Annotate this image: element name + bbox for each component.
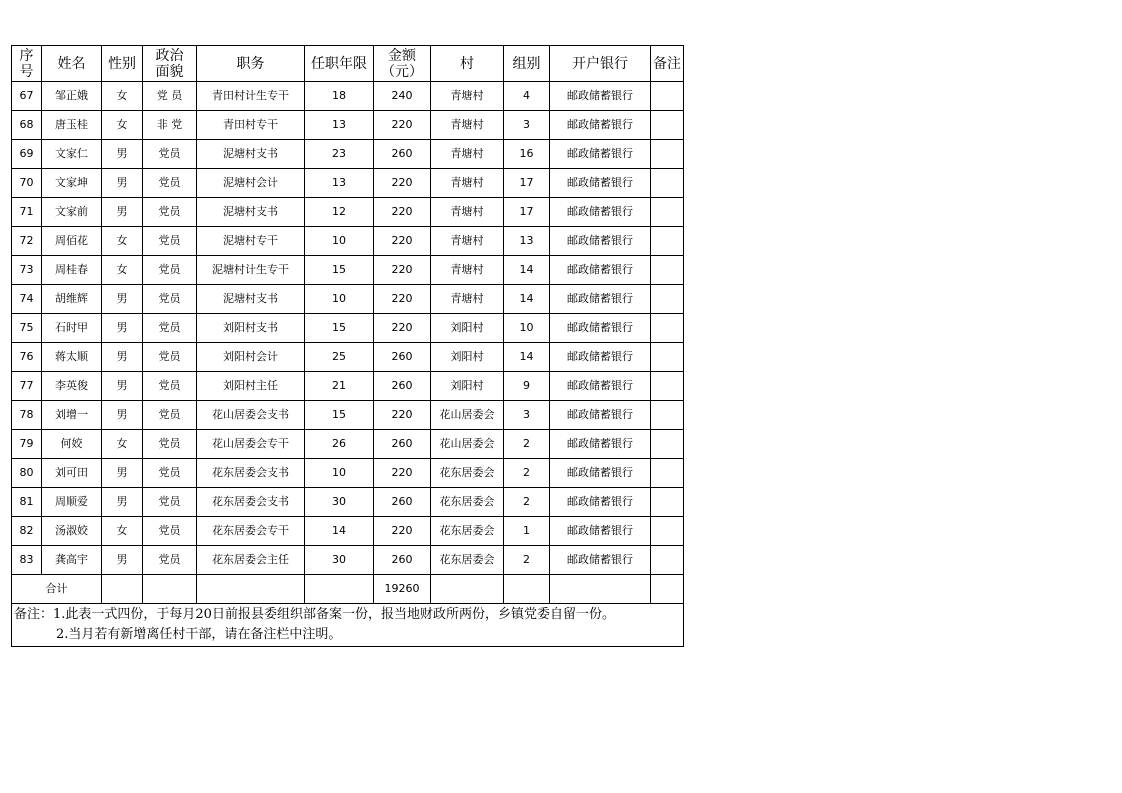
cell-position[interactable]: 花山居委会专干: [197, 430, 305, 459]
cell-group[interactable]: 14: [504, 343, 550, 372]
cell-political[interactable]: 党员: [143, 372, 197, 401]
header-gender-label: 性别: [108, 55, 136, 72]
cell-remark[interactable]: [651, 401, 684, 430]
cell-village[interactable]: 花东居委会: [431, 488, 504, 517]
cell-bank[interactable]: 邮政储蓄银行: [550, 198, 651, 227]
cell-village[interactable]: 花东居委会: [431, 517, 504, 546]
cell-village[interactable]: 花山居委会: [431, 430, 504, 459]
cell-remark[interactable]: [651, 111, 684, 140]
cell-remark[interactable]: [651, 82, 684, 111]
table-row: [12, 343, 684, 372]
cell-gender[interactable]: [102, 575, 143, 604]
total-amount-cell[interactable]: 19260: [374, 575, 431, 604]
cell-years[interactable]: 12: [305, 198, 374, 227]
cell-village[interactable]: 青塘村: [431, 111, 504, 140]
table-row: [12, 401, 684, 430]
cell-amount[interactable]: 260: [374, 343, 431, 372]
cell-name[interactable]: 石时甲: [42, 314, 102, 343]
cell-years[interactable]: 30: [305, 546, 374, 575]
cell-gender[interactable]: 女: [102, 517, 143, 546]
cell-group[interactable]: 13: [504, 227, 550, 256]
table-row: [12, 285, 684, 314]
cell-remark[interactable]: [651, 169, 684, 198]
cell-position[interactable]: 刘阳村会计: [197, 343, 305, 372]
cell-amount[interactable]: 240: [374, 82, 431, 111]
cell-bank[interactable]: 邮政储蓄银行: [550, 459, 651, 488]
cell-name[interactable]: 刘增一: [42, 401, 102, 430]
cell-village[interactable]: 青塘村: [431, 140, 504, 169]
cell-remark[interactable]: [651, 314, 684, 343]
cell-group[interactable]: 9: [504, 372, 550, 401]
cell-group[interactable]: 10: [504, 314, 550, 343]
cell-remark[interactable]: [651, 285, 684, 314]
cell-political[interactable]: 党员: [143, 401, 197, 430]
table-row: [12, 546, 684, 575]
header-remark-label: 备注: [653, 55, 681, 72]
cell-bank[interactable]: 邮政储蓄银行: [550, 372, 651, 401]
cell-political[interactable]: 党员: [143, 488, 197, 517]
cell-no[interactable]: 67: [12, 82, 42, 111]
cell-bank[interactable]: 邮政储蓄银行: [550, 517, 651, 546]
cell-name[interactable]: 蒋太顺: [42, 343, 102, 372]
cell-bank[interactable]: [550, 575, 651, 604]
cell-village[interactable]: 青塘村: [431, 169, 504, 198]
cell-remark[interactable]: [651, 488, 684, 517]
cell-political[interactable]: 非 党: [143, 111, 197, 140]
cell-years[interactable]: 15: [305, 401, 374, 430]
cell-political[interactable]: 党员: [143, 285, 197, 314]
cell-position[interactable]: 泥塘村支书: [197, 140, 305, 169]
cell-gender[interactable]: 男: [102, 488, 143, 517]
header-village[interactable]: [431, 46, 504, 82]
cell-group[interactable]: 2: [504, 488, 550, 517]
table-row: [12, 111, 684, 140]
cell-village[interactable]: 青塘村: [431, 198, 504, 227]
cell-bank[interactable]: 邮政储蓄银行: [550, 314, 651, 343]
cell-remark[interactable]: [651, 372, 684, 401]
cell-position[interactable]: [197, 575, 305, 604]
cell-no[interactable]: 75: [12, 314, 42, 343]
cell-political[interactable]: 党员: [143, 169, 197, 198]
cell-amount[interactable]: 220: [374, 227, 431, 256]
table-row: [12, 82, 684, 111]
cell-political[interactable]: [143, 575, 197, 604]
cell-political[interactable]: 党员: [143, 314, 197, 343]
cell-amount[interactable]: 260: [374, 140, 431, 169]
cell-remark[interactable]: [651, 517, 684, 546]
notes-row: [12, 604, 684, 647]
cell-group[interactable]: 17: [504, 198, 550, 227]
cell-name[interactable]: 周桂春: [42, 256, 102, 285]
table-row: [12, 459, 684, 488]
cell-name[interactable]: 文家前: [42, 198, 102, 227]
notes-cell[interactable]: [12, 604, 684, 647]
cell-bank[interactable]: 邮政储蓄银行: [550, 343, 651, 372]
cell-group[interactable]: 14: [504, 256, 550, 285]
cell-no[interactable]: 79: [12, 430, 42, 459]
table-row: [12, 430, 684, 459]
cell-gender[interactable]: 男: [102, 314, 143, 343]
cell-political[interactable]: 党员: [143, 517, 197, 546]
cell-amount[interactable]: 220: [374, 459, 431, 488]
cell-bank[interactable]: 邮政储蓄银行: [550, 546, 651, 575]
cell-position[interactable]: 花东居委会支书: [197, 488, 305, 517]
header-amount[interactable]: [374, 46, 431, 82]
header-bank-label: 开户银行: [572, 55, 628, 72]
total-label-cell[interactable]: 合计: [12, 575, 102, 604]
cell-bank[interactable]: 邮政储蓄银行: [550, 430, 651, 459]
cell-position[interactable]: 刘阳村主任: [197, 372, 305, 401]
cell-political[interactable]: 党员: [143, 343, 197, 372]
cell-years[interactable]: 13: [305, 111, 374, 140]
cell-amount[interactable]: 260: [374, 430, 431, 459]
cell-no[interactable]: 70: [12, 169, 42, 198]
total-row: [12, 575, 684, 604]
cell-no[interactable]: 80: [12, 459, 42, 488]
cell-village[interactable]: 花山居委会: [431, 401, 504, 430]
cell-village[interactable]: [431, 575, 504, 604]
cell-amount[interactable]: 220: [374, 111, 431, 140]
cell-years[interactable]: 23: [305, 140, 374, 169]
cell-position[interactable]: 泥塘村支书: [197, 198, 305, 227]
cell-position[interactable]: 花东居委会主任: [197, 546, 305, 575]
cell-no[interactable]: 72: [12, 227, 42, 256]
table-row: [12, 227, 684, 256]
cell-gender[interactable]: 男: [102, 459, 143, 488]
cell-bank[interactable]: 邮政储蓄银行: [550, 285, 651, 314]
cell-group[interactable]: 3: [504, 401, 550, 430]
cell-name[interactable]: 周佰花: [42, 227, 102, 256]
cell-years[interactable]: 10: [305, 227, 374, 256]
cell-no[interactable]: 78: [12, 401, 42, 430]
cell-village[interactable]: 青塘村: [431, 285, 504, 314]
cell-remark[interactable]: [651, 198, 684, 227]
cell-bank[interactable]: 邮政储蓄银行: [550, 82, 651, 111]
cell-political[interactable]: 党 员: [143, 82, 197, 111]
cell-group[interactable]: 3: [504, 111, 550, 140]
cell-no[interactable]: 82: [12, 517, 42, 546]
cell-years[interactable]: 30: [305, 488, 374, 517]
cell-no[interactable]: 71: [12, 198, 42, 227]
header-amount-label: 金额 （元）: [381, 47, 423, 80]
cell-name[interactable]: 邹正娥: [42, 82, 102, 111]
cell-no[interactable]: 83: [12, 546, 42, 575]
cell-position[interactable]: 花山居委会支书: [197, 401, 305, 430]
header-name[interactable]: [42, 46, 102, 82]
cadre-subsidy-table: [11, 45, 684, 647]
cell-amount[interactable]: 260: [374, 372, 431, 401]
cell-position[interactable]: 花东居委会支书: [197, 459, 305, 488]
cell-name[interactable]: 何姣: [42, 430, 102, 459]
header-political[interactable]: [143, 46, 197, 82]
cell-position[interactable]: 青田村专干: [197, 111, 305, 140]
cell-name[interactable]: 文家坤: [42, 169, 102, 198]
cell-remark[interactable]: [651, 575, 684, 604]
cell-years[interactable]: 25: [305, 343, 374, 372]
header-group-label: 组别: [512, 55, 541, 72]
cell-group[interactable]: 14: [504, 285, 550, 314]
cell-gender[interactable]: 女: [102, 227, 143, 256]
cell-remark[interactable]: [651, 256, 684, 285]
cell-village[interactable]: 刘阳村: [431, 372, 504, 401]
table-row: [12, 314, 684, 343]
spreadsheet-page: [11, 45, 684, 647]
cell-village[interactable]: 刘阳村: [431, 314, 504, 343]
cell-name[interactable]: 李英俊: [42, 372, 102, 401]
cell-gender[interactable]: 女: [102, 82, 143, 111]
cell-remark[interactable]: [651, 140, 684, 169]
cell-amount[interactable]: 220: [374, 256, 431, 285]
cell-group[interactable]: 4: [504, 82, 550, 111]
cell-position[interactable]: 泥塘村会计: [197, 169, 305, 198]
note-line-2: 2.当月若有新增离任村干部，请在备注栏中注明。: [56, 627, 342, 642]
cell-years[interactable]: 15: [305, 314, 374, 343]
cell-name[interactable]: 龚高宇: [42, 546, 102, 575]
cell-years[interactable]: [305, 575, 374, 604]
cell-position[interactable]: 泥塘村专干: [197, 227, 305, 256]
table-row: [12, 169, 684, 198]
cell-years[interactable]: 13: [305, 169, 374, 198]
cell-political[interactable]: 党员: [143, 430, 197, 459]
table-row: [12, 372, 684, 401]
cell-years[interactable]: 10: [305, 285, 374, 314]
cell-gender[interactable]: 男: [102, 140, 143, 169]
cell-village[interactable]: 青塘村: [431, 82, 504, 111]
cell-amount[interactable]: 220: [374, 314, 431, 343]
header-gender[interactable]: [102, 46, 143, 82]
cell-amount[interactable]: 220: [374, 517, 431, 546]
header-years[interactable]: [305, 46, 374, 82]
header-remark[interactable]: [651, 46, 684, 82]
cell-political[interactable]: 党员: [143, 459, 197, 488]
header-group[interactable]: [504, 46, 550, 82]
cell-years[interactable]: 14: [305, 517, 374, 546]
header-no-label: 序 号: [19, 47, 34, 80]
cell-bank[interactable]: 邮政储蓄银行: [550, 140, 651, 169]
cell-group[interactable]: 2: [504, 430, 550, 459]
cell-remark[interactable]: [651, 459, 684, 488]
cell-political[interactable]: 党员: [143, 546, 197, 575]
cell-village[interactable]: 青塘村: [431, 256, 504, 285]
cell-gender[interactable]: 男: [102, 343, 143, 372]
cell-political[interactable]: 党员: [143, 140, 197, 169]
cell-gender[interactable]: 男: [102, 372, 143, 401]
cell-remark[interactable]: [651, 430, 684, 459]
table-row: [12, 488, 684, 517]
cell-gender[interactable]: 女: [102, 430, 143, 459]
cell-no[interactable]: 76: [12, 343, 42, 372]
cell-political[interactable]: 党员: [143, 256, 197, 285]
cell-gender[interactable]: 男: [102, 546, 143, 575]
header-bank[interactable]: [550, 46, 651, 82]
cell-amount[interactable]: 220: [374, 198, 431, 227]
cell-group[interactable]: 2: [504, 459, 550, 488]
cell-bank[interactable]: 邮政储蓄银行: [550, 488, 651, 517]
cell-gender[interactable]: 男: [102, 285, 143, 314]
table-row: [12, 140, 684, 169]
cell-remark[interactable]: [651, 227, 684, 256]
cell-amount[interactable]: 220: [374, 169, 431, 198]
cell-group[interactable]: 1: [504, 517, 550, 546]
cell-name[interactable]: 周顺爱: [42, 488, 102, 517]
cell-gender[interactable]: 男: [102, 169, 143, 198]
cell-political[interactable]: 党员: [143, 198, 197, 227]
table-row: [12, 198, 684, 227]
cell-years[interactable]: 10: [305, 459, 374, 488]
header-years-label: 任职年限: [311, 55, 367, 72]
cell-amount[interactable]: 220: [374, 285, 431, 314]
cell-bank[interactable]: 邮政储蓄银行: [550, 256, 651, 285]
cell-village[interactable]: 刘阳村: [431, 343, 504, 372]
header-village-label: 村: [460, 55, 474, 72]
cell-bank[interactable]: 邮政储蓄银行: [550, 401, 651, 430]
cell-gender[interactable]: 女: [102, 256, 143, 285]
cell-position[interactable]: 泥塘村支书: [197, 285, 305, 314]
cell-bank[interactable]: 邮政储蓄银行: [550, 227, 651, 256]
cell-position[interactable]: 刘阳村支书: [197, 314, 305, 343]
cell-group[interactable]: 17: [504, 169, 550, 198]
note-line-1: 备注：1.此表一式四份，于每月20日前报县委组织部备案一份，报当地财政所两份，乡镇党委自留一份。: [14, 607, 615, 622]
cell-years[interactable]: 15: [305, 256, 374, 285]
cell-group[interactable]: 2: [504, 546, 550, 575]
cell-village[interactable]: 青塘村: [431, 227, 504, 256]
cell-remark[interactable]: [651, 546, 684, 575]
cell-village[interactable]: 花东居委会: [431, 546, 504, 575]
cell-no[interactable]: 77: [12, 372, 42, 401]
cell-years[interactable]: 26: [305, 430, 374, 459]
header-political-label: 政治 面貌: [155, 47, 184, 80]
cell-no[interactable]: 69: [12, 140, 42, 169]
table-row: [12, 517, 684, 546]
header-position[interactable]: [197, 46, 305, 82]
cell-political[interactable]: 党员: [143, 227, 197, 256]
cell-gender[interactable]: 男: [102, 401, 143, 430]
cell-amount[interactable]: 260: [374, 546, 431, 575]
cell-years[interactable]: 21: [305, 372, 374, 401]
cell-no[interactable]: 68: [12, 111, 42, 140]
cell-bank[interactable]: 邮政储蓄银行: [550, 169, 651, 198]
cell-position[interactable]: 花东居委会专干: [197, 517, 305, 546]
cell-name[interactable]: 刘可田: [42, 459, 102, 488]
header-position-label: 职务: [236, 55, 265, 72]
cell-bank[interactable]: 邮政储蓄银行: [550, 111, 651, 140]
cell-group[interactable]: [504, 575, 550, 604]
cell-remark[interactable]: [651, 343, 684, 372]
cell-gender[interactable]: 男: [102, 198, 143, 227]
cell-no[interactable]: 74: [12, 285, 42, 314]
cell-no[interactable]: 81: [12, 488, 42, 517]
header-no[interactable]: [12, 46, 42, 82]
cell-name[interactable]: 胡维辉: [42, 285, 102, 314]
cell-group[interactable]: 16: [504, 140, 550, 169]
cell-gender[interactable]: 女: [102, 111, 143, 140]
cell-name[interactable]: 文家仁: [42, 140, 102, 169]
cell-position[interactable]: 泥塘村计生专干: [197, 256, 305, 285]
header-name-label: 姓名: [57, 55, 86, 72]
cell-position[interactable]: 青田村计生专干: [197, 82, 305, 111]
cell-amount[interactable]: 260: [374, 488, 431, 517]
header-row: [12, 46, 684, 82]
cell-no[interactable]: 73: [12, 256, 42, 285]
cell-name[interactable]: 汤淑姣: [42, 517, 102, 546]
table-row: [12, 256, 684, 285]
cell-amount[interactable]: 220: [374, 401, 431, 430]
cell-village[interactable]: 花东居委会: [431, 459, 504, 488]
cell-years[interactable]: 18: [305, 82, 374, 111]
cell-name[interactable]: 唐玉桂: [42, 111, 102, 140]
